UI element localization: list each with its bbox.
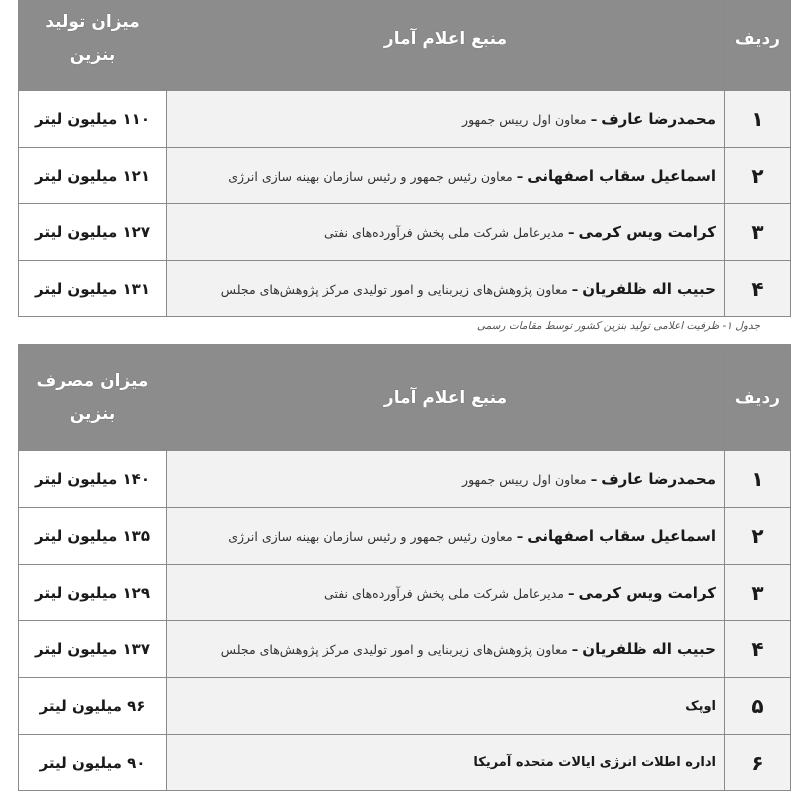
row-source: محمدرضا عارف–معاون اول رییس جمهور (167, 451, 725, 508)
row-source: کرامت ویس کرمی–مدیرعامل شرکت ملی پخش فرآورده‌های نفتی (167, 204, 725, 261)
table-row (19, 735, 791, 791)
row-source: حبیب اله ظلفریان–معاون پژوهش‌های زیربنایی و امور تولیدی مرکز پژوهش‌های مجلس (167, 621, 725, 678)
official-name: محمدرضا عارف (601, 470, 716, 488)
official-name: کرامت ویس کرمی (578, 583, 716, 602)
row-value: ۱۳۷ میلیون لیتر (19, 621, 167, 678)
row-number: ۱ (725, 451, 791, 508)
row-number: ۲ (725, 508, 791, 565)
official-name: محمدرضا عارف (601, 110, 716, 128)
row-value: ۹۶ میلیون لیتر (19, 678, 167, 735)
table-row (19, 148, 791, 204)
header-row-number: ردیف (725, 0, 791, 91)
row-source: محمدرضا عارف–معاون اول رییس جمهور (167, 91, 725, 148)
official-role: معاون اول رییس جمهور (462, 472, 587, 487)
header-source: منبع اعلام آمار (167, 345, 725, 451)
row-number: ۱ (725, 91, 791, 148)
row-source: کرامت ویس کرمی–مدیرعامل شرکت ملی پخش فرآورده‌های نفتی (167, 565, 725, 621)
header-value (19, 0, 167, 91)
row-value: ۱۲۱ میلیون لیتر (19, 148, 167, 204)
official-name: حبیب اله ظلفریان (582, 640, 716, 658)
official-name: اسماعیل سقاب اصفهانی (527, 166, 716, 185)
table-row (19, 621, 791, 678)
row-value: ۱۴۰ میلیون لیتر (19, 451, 167, 508)
row-source: حبیب اله ظلفریان–معاون پژوهش‌های زیربنایی و امور تولیدی مرکز پژوهش‌های مجلس (167, 261, 725, 317)
table-row (19, 91, 791, 148)
table-row (19, 204, 791, 261)
table-header (19, 345, 791, 451)
row-number: ۲ (725, 148, 791, 204)
production-table (18, 0, 791, 317)
official-role: مدیرعامل شرکت ملی پخش فرآورده‌های نفتی (324, 585, 565, 601)
row-source: اوپک (167, 678, 725, 735)
official-role: معاون اول رییس جمهور (462, 112, 587, 127)
row-number: ۵ (725, 678, 791, 735)
table-header (19, 0, 791, 91)
row-source: اسماعیل سقاب اصفهانی–معاون رئیس جمهور و رئیس سازمان بهینه سازی انرژی (167, 508, 725, 565)
official-role: معاون پژوهش‌های زیربنایی و امور تولیدی مرکز پژوهش‌های مجلس (220, 281, 568, 297)
row-value: ۱۳۵ میلیون لیتر (19, 508, 167, 565)
row-source: اسماعیل سقاب اصفهانی–معاون رئیس جمهور و رئیس سازمان بهینه سازی انرژی (167, 148, 725, 204)
row-value: ۱۲۷ میلیون لیتر (19, 204, 167, 261)
header-row-number: ردیف (725, 345, 791, 451)
official-name: کرامت ویس کرمی (578, 223, 716, 241)
header-value (19, 345, 167, 451)
header-value-line2: بنزین (69, 44, 116, 65)
caption-line: جدول ۱- ظرفیت اعلامی تولید بنزین کشور توسط مقامات رسمی (476, 320, 760, 332)
header-value-line1: میزان مصرف (36, 371, 149, 392)
official-role: معاون رئیس جمهور و رئیس سازمان بهینه سازی انرژی (228, 529, 513, 544)
official-name: اسماعیل سقاب اصفهانی (527, 527, 716, 545)
header-source: منبع اعلام آمار (167, 0, 725, 91)
official-role: معاون پژوهش‌های زیربنایی و امور تولیدی مرکز پژوهش‌های مجلس (220, 642, 568, 657)
row-value: ۹۰ میلیون لیتر (19, 735, 167, 791)
row-value: ۱۳۱ میلیون لیتر (19, 261, 167, 317)
row-number: ۳ (725, 204, 791, 261)
row-number: ۴ (725, 621, 791, 678)
table-row (19, 565, 791, 621)
table-row (19, 508, 791, 565)
header-value-line2: بنزین (69, 403, 116, 424)
row-value: ۱۲۹ میلیون لیتر (19, 565, 167, 621)
table-row (19, 261, 791, 317)
row-number: ۳ (725, 565, 791, 621)
table-row (19, 451, 791, 508)
row-number: ۴ (725, 261, 791, 317)
official-name: حبیب اله ظلفریان (582, 279, 716, 298)
table-row (19, 678, 791, 735)
table-caption (400, 321, 760, 333)
row-value: ۱۱۰ میلیون لیتر (19, 91, 167, 148)
consumption-table (18, 344, 791, 791)
row-source: اداره اطلات انرژی ایالات متحده آمریکا (167, 735, 725, 791)
row-number: ۶ (725, 735, 791, 791)
header-value-line1: میزان تولید (45, 12, 140, 33)
official-role: مدیرعامل شرکت ملی پخش فرآورده‌های نفتی (324, 225, 565, 240)
official-role: معاون رئیس جمهور و رئیس سازمان بهینه سازی انرژی (228, 168, 513, 184)
